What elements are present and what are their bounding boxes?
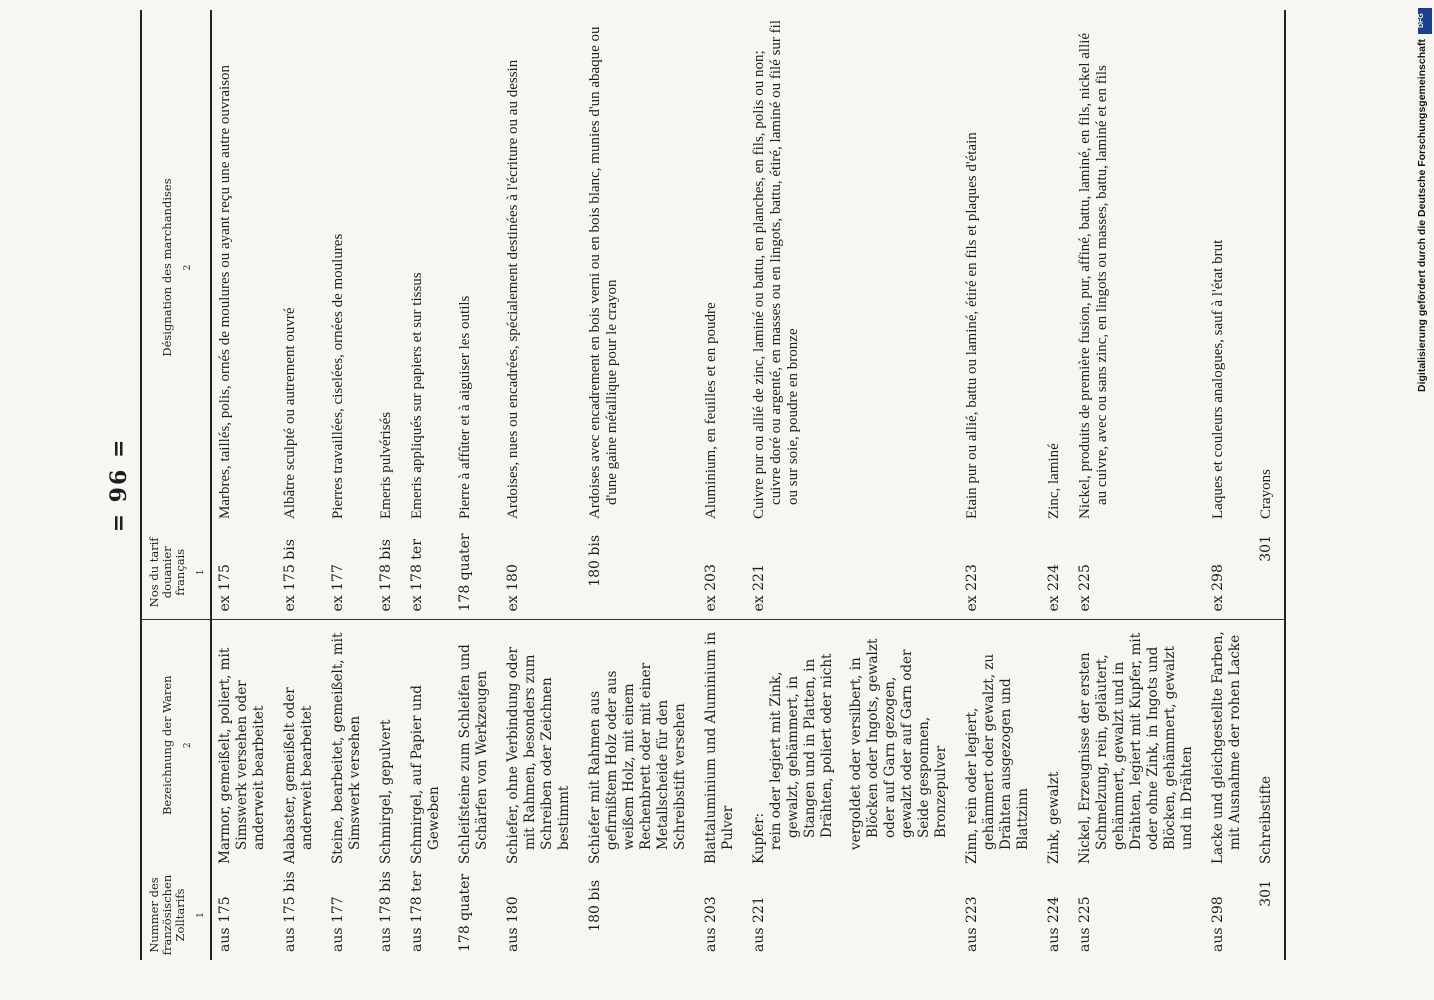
table-row	[959, 10, 1041, 960]
de-tariff-number: aus 175 bis	[282, 871, 298, 952]
fr-tariff-number: ex 175	[217, 564, 233, 612]
de-tariff-number: aus 203	[703, 896, 719, 952]
fr-designation: Nickel, produits de première fusion, pur, affiné, battu, laminé, en fils, nickel allié au cuivre, avec ou sans zinc, en lingots ou masses, battu, laminé et en fils	[1077, 32, 1110, 519]
header-fr-number: Nos du tarif douanier français 1	[141, 525, 211, 620]
table-row	[325, 10, 373, 960]
fr-designation: Ardoises, nues ou encadrées, spécialement destinées à l'écriture ou au dessin	[505, 59, 521, 519]
fr-tariff-number: ex 177	[330, 564, 346, 612]
de-tariff-number: aus 221	[751, 896, 767, 952]
table-header-row	[141, 10, 211, 960]
de-designation: Schleifsteine zum Schleifen und Schärfen von Werkzeugen	[452, 620, 500, 870]
fr-designation: Pierres travaillées, ciselées, ornées de moulures	[330, 233, 346, 519]
fr-tariff-number: 180 bis	[587, 535, 603, 587]
fr-designation: Emeris pulvérisés	[378, 411, 394, 519]
de-designation: Nickel, Erzeugnisse der ersten Schmelzung, rein, geläutert, gehämmert, gewalzt und in Drähten, legiert mit Kupfer, mit oder ohne Zink, in Ingots und Blöcken, gehämmert, gewalzt und in Drähten	[1072, 620, 1205, 870]
de-designation: Schreibstifte	[1253, 620, 1285, 870]
fr-tariff-number: ex 224	[1046, 564, 1062, 612]
fr-tariff-number: ex 223	[964, 564, 980, 612]
header-de-designation: Bezeichnung der Waren 2	[141, 620, 211, 870]
table-row	[211, 10, 277, 960]
de-designation: Zink, gewalzt	[1041, 620, 1072, 870]
table-row	[500, 10, 582, 960]
fr-designation: Etain pur ou allié, battu ou laminé, étiré en fils et plaques d'étain	[964, 132, 980, 519]
de-designation: Schiefer mit Rahmen aus gefirnißtem Holz oder aus weißem Holz, mit einem Rechenbrett oder mit einer Metallscheide für den Schreibstift versehen	[582, 620, 698, 870]
de-designation: Steine, bearbeitet, gemeißelt, mit Simswerk versehen	[325, 620, 373, 870]
table-row	[404, 10, 452, 960]
table-row	[698, 10, 746, 960]
fr-tariff-number: ex 175 bis	[282, 539, 298, 612]
table-row	[1205, 10, 1253, 960]
fr-tariff-number: 178 quater	[457, 533, 473, 612]
digitization-credit: Digitalisierung gefördert durch die Deutsche Forschungsgemeinschaft	[1416, 39, 1428, 392]
fr-designation: Crayons	[1253, 10, 1285, 525]
de-tariff-number: aus 177	[330, 896, 346, 952]
de-designation-heading: Kupfer:	[751, 812, 767, 864]
fr-tariff-number: ex 221	[751, 564, 767, 612]
de-designation: Schiefer, ohne Verbindung oder mit Rahmen, besonders zum Schreiben oder Zeichnen bestimmt	[500, 620, 582, 870]
fr-tariff-number: ex 203	[703, 564, 719, 612]
de-designation: Alabaster, gemeißelt oder anderweit bearbeitet	[277, 620, 325, 870]
fr-designation: Marbres, taillés, polis, ornés de moulures ou ayant reçu une autre ouvraison	[217, 64, 233, 519]
table-row	[746, 10, 959, 960]
de-designation-sub: vergoldet oder versilbert, in Blöcken oder Ingots, gewalzt oder auf Garn gezogen, gewalzt oder auf Garn oder Seide gesponnen, Bronzepulver	[848, 638, 949, 850]
table-row	[452, 10, 500, 960]
fr-designation: Zinc, laminé	[1046, 443, 1062, 519]
de-tariff-number: aus 178 bis	[378, 871, 394, 952]
de-tariff-number: aus 223	[964, 896, 980, 952]
header-de-number: Nummer des französischen Zolltarifs 1	[141, 870, 211, 960]
table-row	[1072, 10, 1205, 960]
dfg-logo: DFG	[1418, 8, 1432, 34]
header-fr-designation: Désignation des marchandises 2	[141, 10, 211, 525]
de-designation	[746, 620, 959, 870]
de-tariff-number: aus 175	[217, 896, 233, 952]
fr-tariff-number: ex 298	[1210, 564, 1226, 612]
de-tariff-number: aus 178 ter	[409, 871, 425, 952]
de-tariff-number: aus 180	[505, 896, 521, 952]
de-tariff-number: aus 224	[1046, 896, 1062, 952]
de-tariff-number: aus 298	[1210, 896, 1226, 952]
rotated-tariff-page	[100, 10, 1300, 960]
fr-designation: Aluminium, en feuilles et en poudre	[703, 302, 719, 519]
table-row	[582, 10, 698, 960]
fr-tariff-number: ex 178 ter	[409, 539, 425, 612]
de-designation: Marmor, gemeißelt, poliert, mit Simswerk versehen oder anderweit bearbeitet	[211, 620, 277, 870]
de-designation: Blattaluminium und Aluminium in Pulver	[698, 620, 746, 870]
fr-designation: Ardoises avec encadrement en bois verni ou en bois blanc, munies d'un abaque ou d'une gaine métallique pour le crayon	[587, 26, 620, 519]
fr-designation: Pierre à affûter et à aiguiser les outils	[457, 295, 473, 519]
page-number: = 96 =	[106, 437, 132, 533]
de-designation-sub: rein oder legiert mit Zink, gewalzt, gehämmert, in Stangen und in Platten, in Drähten, poliert oder nicht	[768, 653, 835, 850]
fr-tariff-number: ex 225	[1077, 564, 1093, 612]
de-designation: Schmirgel, auf Papier und Geweben	[404, 620, 452, 870]
de-tariff-number: 180 bis	[587, 880, 603, 932]
table-row	[1253, 10, 1285, 960]
de-tariff-number: 178 quater	[457, 873, 473, 952]
fr-designation: Cuivre pur ou allié de zinc, laminé ou battu, en planches, en fils, polis ou non; cuivre doré ou argenté, en masses ou en lingots, battu, étiré, laminé ou filé sur fil ou sur soie, poudre en bronze	[751, 19, 801, 519]
fr-designation: Albâtre sculpté ou autrement ouvré	[282, 307, 298, 519]
de-tariff-number: aus 225	[1077, 896, 1093, 952]
fr-designation: Emeris appliqués sur papiers et sur tissus	[409, 272, 425, 519]
fr-tariff-number: 301	[1253, 525, 1285, 620]
table-row	[277, 10, 325, 960]
tariff-table	[140, 10, 1286, 960]
table-row	[1041, 10, 1072, 960]
de-designation: Lacke und gleichgestellte Farben, mit Ausnahme der rohen Lacke	[1205, 620, 1253, 870]
fr-designation: Laques et couleurs analogues, sauf à l'état brut	[1210, 239, 1226, 519]
fr-tariff-number: ex 180	[505, 564, 521, 612]
table-row	[373, 10, 404, 960]
de-tariff-number: 301	[1253, 870, 1285, 960]
de-designation: Zinn, rein oder legiert, gehämmert oder gewalzt, zu Drähten ausgezogen und Blattzinn	[959, 620, 1041, 870]
fr-tariff-number: ex 178 bis	[378, 539, 394, 612]
de-designation: Schmirgel, gepulvert	[373, 620, 404, 870]
